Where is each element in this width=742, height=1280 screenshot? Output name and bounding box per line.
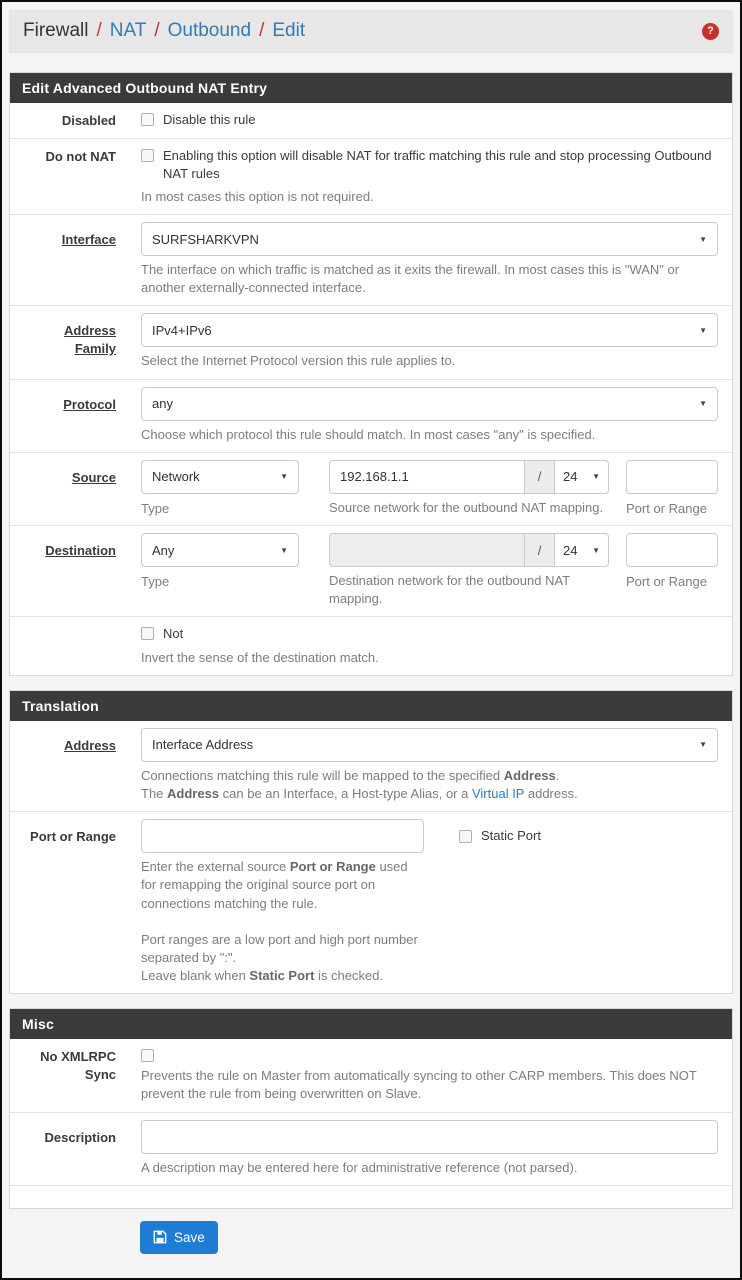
panel-misc-title: Misc bbox=[10, 1009, 732, 1039]
protocol-select[interactable] bbox=[141, 387, 718, 421]
row-address-family bbox=[10, 306, 732, 379]
destination-network-input bbox=[329, 533, 525, 567]
virtual-ip-link[interactable]: Virtual IP bbox=[471, 785, 525, 801]
destination-network-help: Destination network for the outbound NAT mapping. bbox=[329, 573, 570, 607]
destination-type-select-value: Any bbox=[152, 542, 175, 558]
address-family-help: Select the Internet Protocol version this rule applies to. bbox=[141, 353, 456, 369]
description-label: Description bbox=[44, 1129, 116, 1145]
source-mask-separator: / bbox=[525, 460, 555, 494]
protocol-select-value: any bbox=[152, 396, 173, 412]
breadcrumb-link-outbound[interactable]: Outbound bbox=[167, 20, 252, 41]
row-destination-not bbox=[10, 617, 732, 674]
do-not-nat-label: Do not NAT bbox=[45, 148, 116, 164]
source-mask-select[interactable] bbox=[555, 460, 609, 494]
static-port-checkbox-label: Static Port bbox=[481, 828, 541, 844]
description-help: A description may be entered here for administrative reference (not parsed). bbox=[141, 1159, 578, 1175]
row-description bbox=[10, 1113, 732, 1186]
source-type-select-value: Network bbox=[152, 469, 200, 485]
source-port-input[interactable] bbox=[626, 460, 718, 494]
xmlrpc-sync-label: No XMLRPC Sync bbox=[40, 1049, 116, 1082]
chevron-down-icon: ▼ bbox=[699, 325, 707, 335]
destination-type-select[interactable] bbox=[141, 533, 299, 567]
chevron-down-icon: ▼ bbox=[592, 472, 600, 482]
do-not-nat-checkbox[interactable] bbox=[141, 149, 154, 162]
address-family-label[interactable]: Address Family bbox=[63, 323, 116, 357]
source-mask-select-value: 24 bbox=[563, 469, 578, 485]
breadcrumb-link-edit[interactable]: Edit bbox=[272, 20, 306, 41]
row-source bbox=[10, 453, 732, 526]
breadcrumb-section: Firewall bbox=[23, 20, 89, 41]
protocol-help: Choose which protocol this rule should match. In most cases "any" is specified. bbox=[141, 426, 596, 442]
row-protocol bbox=[10, 380, 732, 453]
description-input[interactable] bbox=[141, 1120, 718, 1154]
row-xmlrpc-sync bbox=[10, 1039, 732, 1112]
destination-not-help: Invert the sense of the destination match. bbox=[141, 649, 379, 665]
chevron-down-icon: ▼ bbox=[280, 472, 288, 482]
breadcrumb-separator: / bbox=[259, 20, 265, 41]
static-port-checkbox[interactable] bbox=[459, 830, 472, 843]
row-interface bbox=[10, 215, 732, 306]
xmlrpc-sync-help: Prevents the rule on Master from automatically syncing to other CARP members. This does NOT prevent the rule from being overwritten on Slave. bbox=[141, 1068, 697, 1102]
chevron-down-icon: ▼ bbox=[699, 740, 707, 750]
panel-translation bbox=[9, 690, 733, 995]
destination-type-caption: Type bbox=[141, 574, 170, 590]
translation-address-select[interactable] bbox=[141, 728, 718, 762]
translation-address-select-value: Interface Address bbox=[152, 737, 254, 753]
help-icon[interactable]: ? bbox=[702, 23, 719, 40]
breadcrumb-link-nat[interactable]: NAT bbox=[109, 20, 147, 41]
source-network-help: Source network for the outbound NAT mapping. bbox=[329, 499, 604, 515]
do-not-nat-checkbox-label: Enabling this option will disable NAT for traffic matching this rule and stop processing Outbound NAT rules bbox=[163, 147, 712, 181]
destination-mask-select[interactable] bbox=[555, 533, 609, 567]
row-translation-port bbox=[10, 812, 732, 993]
chevron-down-icon: ▼ bbox=[699, 399, 707, 409]
chevron-down-icon: ▼ bbox=[592, 545, 600, 555]
interface-select-value: SURFSHARKVPN bbox=[152, 231, 259, 247]
destination-label[interactable]: Destination bbox=[45, 543, 116, 559]
destination-mask-select-value: 24 bbox=[563, 542, 578, 558]
row-disabled bbox=[10, 103, 732, 139]
chevron-down-icon: ▼ bbox=[699, 234, 707, 244]
panel-nat-entry-title: Edit Advanced Outbound NAT Entry bbox=[10, 73, 732, 103]
translation-port-input[interactable] bbox=[141, 819, 424, 853]
source-label[interactable]: Source bbox=[71, 469, 116, 485]
destination-port-caption: Port or Range bbox=[626, 574, 707, 590]
disabled-checkbox-label: Disable this rule bbox=[163, 112, 256, 127]
destination-port-input[interactable] bbox=[626, 533, 718, 567]
address-family-select-value: IPv4+IPv6 bbox=[152, 322, 212, 338]
translation-port-label: Port or Range bbox=[30, 829, 116, 845]
save-button[interactable] bbox=[140, 1221, 218, 1254]
disabled-label: Disabled bbox=[61, 113, 116, 128]
panel-nat-entry bbox=[9, 72, 733, 676]
translation-port-help-2: Port ranges are a low port and high port number separated by ":". bbox=[141, 931, 418, 965]
row-destination bbox=[10, 526, 732, 617]
do-not-nat-help: In most cases this option is not required. bbox=[141, 188, 374, 204]
breadcrumb-separator: / bbox=[154, 20, 160, 41]
protocol-label[interactable]: Protocol bbox=[63, 396, 116, 412]
source-type-caption: Type bbox=[141, 500, 170, 516]
save-button-label: Save bbox=[174, 1229, 205, 1245]
breadcrumb-separator: / bbox=[96, 20, 102, 41]
row-translation-address bbox=[10, 721, 732, 812]
translation-address-label[interactable]: Address bbox=[63, 737, 116, 753]
translation-port-help-1: Enter the external source Port or Range used for remapping the original source port on connections matching the rule. bbox=[141, 859, 408, 911]
interface-label[interactable]: Interface bbox=[61, 232, 116, 248]
translation-port-help-3: Leave blank when Static Port is checked. bbox=[141, 968, 384, 984]
chevron-down-icon: ▼ bbox=[280, 545, 288, 555]
source-type-select[interactable] bbox=[141, 460, 299, 494]
translation-address-help-2: The Address can be an Interface, a Host-type Alias, or a Virtual IP address. bbox=[141, 785, 578, 801]
interface-help: The interface on which traffic is matched as it exits the firewall. In most cases this is "WAN" or another externally-connected interface. bbox=[141, 262, 680, 296]
source-network-input[interactable] bbox=[329, 460, 525, 494]
translation-address-help-1: Connections matching this rule will be mapped to the specified Address. bbox=[141, 767, 560, 783]
interface-select[interactable] bbox=[141, 222, 718, 256]
destination-not-checkbox-label: Not bbox=[163, 626, 184, 642]
floppy-disk-icon bbox=[153, 1230, 167, 1244]
xmlrpc-sync-checkbox[interactable] bbox=[141, 1049, 154, 1062]
address-family-select[interactable] bbox=[141, 313, 718, 347]
breadcrumb bbox=[9, 10, 733, 52]
destination-not-checkbox[interactable] bbox=[141, 627, 154, 640]
source-port-caption: Port or Range bbox=[626, 500, 707, 516]
row-do-not-nat bbox=[10, 139, 732, 216]
panel-translation-title: Translation bbox=[10, 691, 732, 721]
disabled-checkbox[interactable] bbox=[141, 113, 154, 126]
panel-misc bbox=[9, 1008, 733, 1209]
panel-misc-footer bbox=[10, 1186, 732, 1208]
destination-mask-separator: / bbox=[525, 533, 555, 567]
